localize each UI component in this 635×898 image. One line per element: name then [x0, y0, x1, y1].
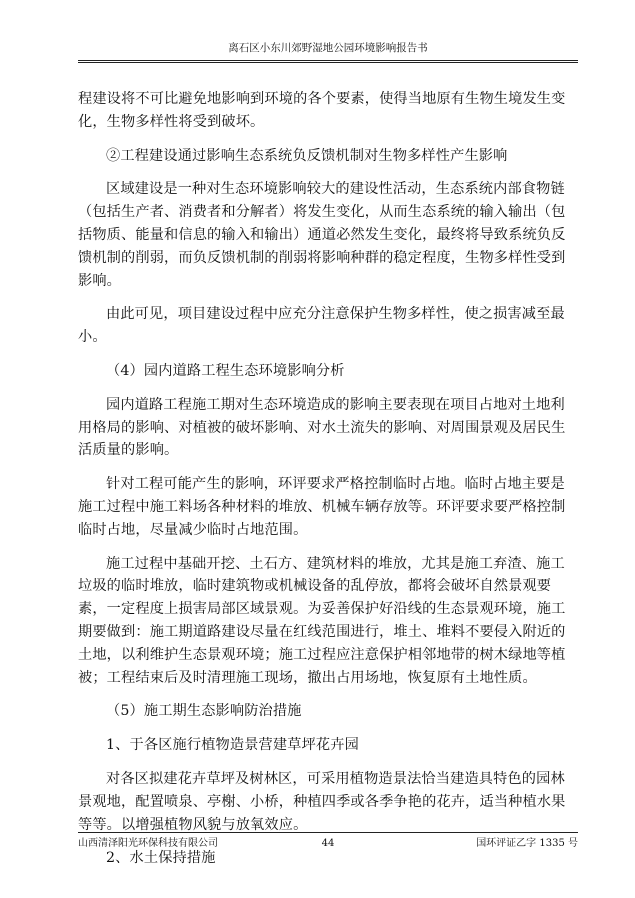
- footer-certificate: 国环评证乙字 1335 号: [476, 838, 578, 849]
- numbered-heading-1: 1、于各区施行植物造景营建草坪花卉园: [106, 737, 359, 754]
- header-title: 离石区小东川郊野湿地公园环境影响报告书: [228, 42, 428, 54]
- paragraph: 由此可见，项目建设过程中应充分注意保护生物多样性，使之损害减至最小。: [78, 306, 565, 346]
- section-heading-5: （5）施工期生态影响防治措施: [106, 703, 302, 720]
- paragraph: 园内道路工程施工期对生态环境造成的影响主要表现在项目占地对土地利用格局的影响、对植被的破坏影响、对水土流失的影响、对周围景观及居民生活质量的影响。: [78, 396, 566, 459]
- paragraph: 区域建设是一种对生态环境影响较大的建设性活动，生态系统内部食物链（包括生产者、消费者和分解者）将发生变化，从而生态系统的输入输出（包括物质、能量和信息的输入和输出）通道必然发生变化，最终将导致系统负反馈机制的削弱，而负反馈机制的削弱将影响种群的稳定程度，生物多样性受到影响。: [78, 181, 566, 289]
- footer-company: 山西清泽阳光环保科技有限公司: [78, 838, 218, 849]
- document-body: [78, 88, 578, 870]
- paragraph: 施工过程中基础开挖、土石方、建筑材料的堆放，尤其是施工弃渣、施工垃圾的临时堆放，临时建筑物或机械设备的乱停放，都将会破坏自然景观要素，一定程度上损害局部区域景观。为妥善保护好沿线的生态景观环境，施工期要做到：施工期道路建设尽量在红线范围进行，堆土、堆料不要侵入附近的土地，以利维护生态景观环境；施工过程应注意保护相邻地带的树木绿地等植被；工程结束后及时清理施工现场，撤出占用场地，恢复原有土地性质。: [78, 555, 566, 686]
- page-header: [78, 41, 578, 61]
- subheading-2: ②工程建设通过影响生态系统负反馈机制对生物多样性产生影响: [106, 147, 508, 164]
- paragraph: 程建设将不可比避免地影响到环境的各个要素，使得当地原有生物生境发生变化，生物多样性将受到破坏。: [78, 91, 566, 130]
- section-heading-4: （4）园内道路工程生态环境影响分析: [106, 362, 345, 379]
- page-number: 44: [321, 838, 335, 849]
- paragraph: 对各区拟建花卉草坪及树林区，可采用植物造景法恰当建造具特色的园林景观地，配置喷泉、亭榭、小桥，种植四季或各季争艳的花卉，适当种植水果等等。以增强植物风貌与放氧效应。: [78, 770, 566, 833]
- paragraph: 针对工程可能产生的影响，环评要求严格控制临时占地。临时占地主要是施工过程中施工料场各种材料的堆放、机械车辆存放等。环评要求要严格控制临时占地，尽量减少临时占地范围。: [78, 476, 566, 538]
- numbered-heading-2: 2、水土保持措施: [106, 850, 216, 867]
- page-footer: [78, 832, 578, 855]
